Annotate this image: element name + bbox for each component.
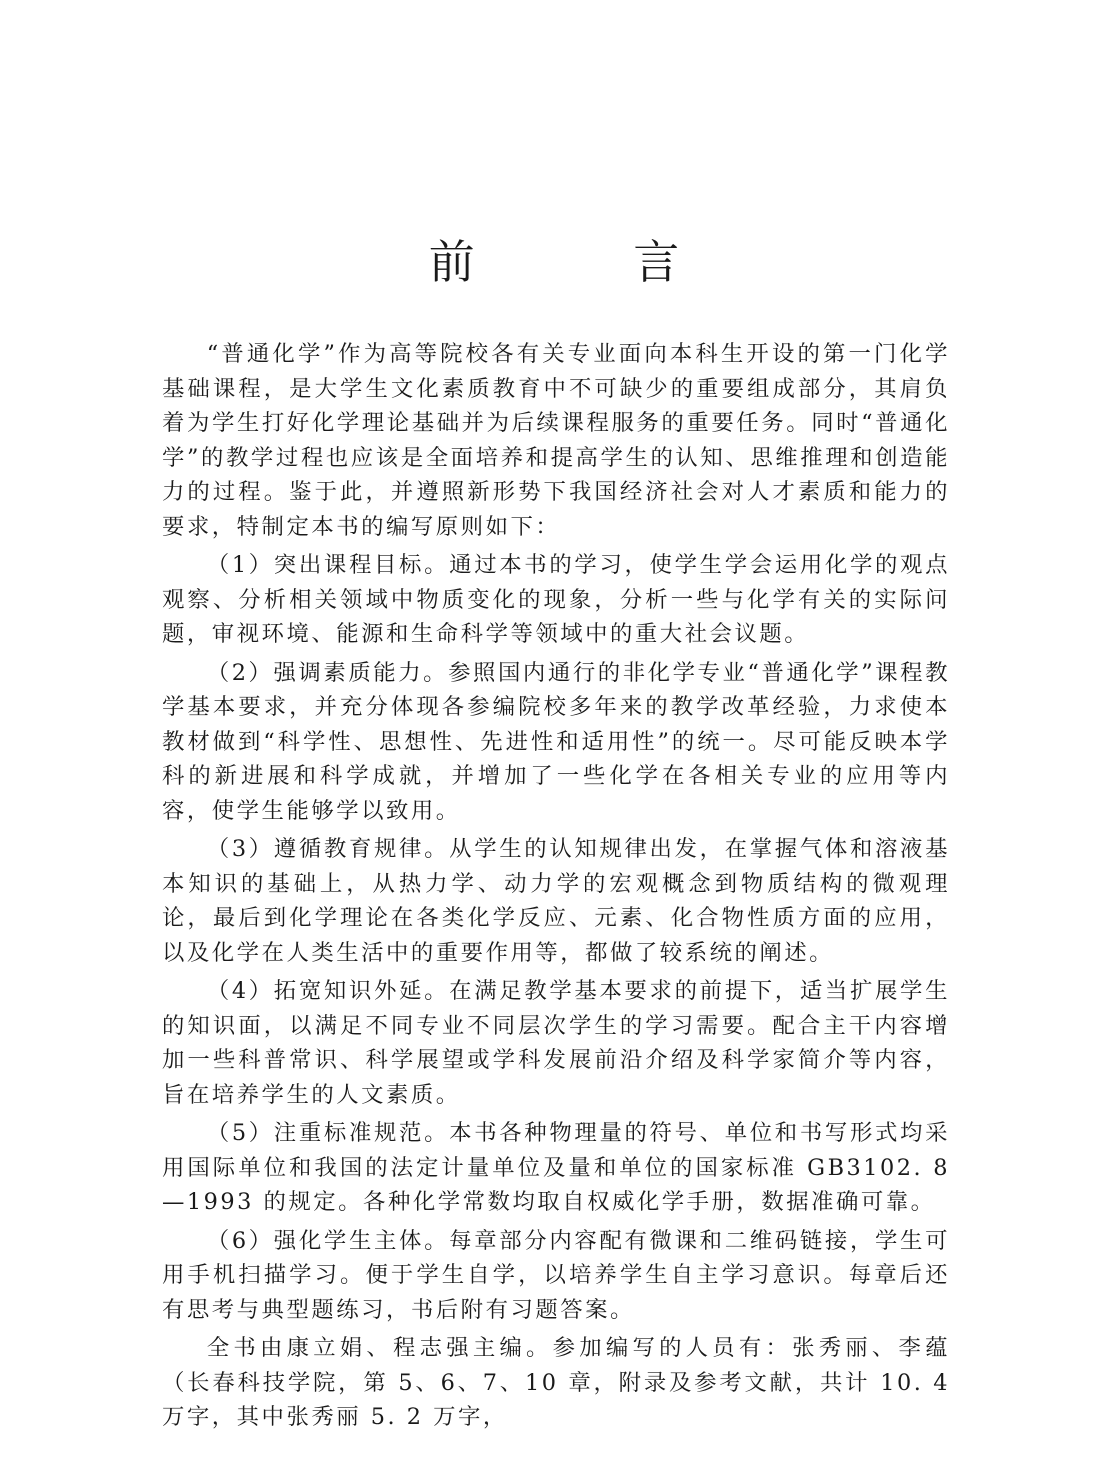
paragraph-principle-1: （1）突出课程目标。通过本书的学习，使学生学会运用化学的观点观察、分析相关领域中物质变化的现象，分析一些与化学有关的实际问题，审视环境、能源和生命科学等领域中的重大社会议题。 [162, 552, 950, 647]
paragraph-principle-2: （2）强调素质能力。参照国内通行的非化学专业“普通化学”课程教学基本要求，并充分体现各参编院校多年来的教学改革经验，力求使本教材做到“科学性、思想性、先进性和适用性”的统一。尽可能反映本学科的新进展和科学成就，并增加了一些化学在各相关专业的应用等内容，使学生能够学以致用。 [162, 659, 950, 824]
page-title: 前 言 [428, 234, 752, 289]
paragraph-principle-6: （6）强化学生主体。每章部分内容配有微课和二维码链接，学生可用手机扫描学习。便于学生自学，以培养学生自主学习意识。每章后还有思考与典型题练习，书后附有习题答案。 [162, 1227, 950, 1323]
preface-body [162, 337, 950, 1439]
paragraph-principle-4: （4）拓宽知识外延。在满足教学基本要求的前提下，适当扩展学生的知识面，以满足不同专业不同层次学生的学习需要。配合主干内容增加一些科普常识、科学展望或学科发展前沿介绍及科学家简介等内容，旨在培养学生的人文素质。 [162, 978, 950, 1108]
paragraph-authors: 全书由康立娟、程志强主编。参加编写的人员有：张秀丽、李蕴（长春科技学院，第 5、6、7、10 章，附录及参考文献，共计 10. 4 万字，其中张秀丽 5. 2 万字， [162, 1335, 950, 1430]
paragraph-principle-3: （3）遵循教育规律。从学生的认知规律出发，在掌握气体和溶液基本知识的基础上，从热力学、动力学的宏观概念到物质结构的微观理论，最后到化学理论在各类化学反应、元素、化合物性质方面的应用，以及化学在人类生活中的重要作用等，都做了较系统的阐述。 [162, 836, 950, 966]
paragraph-intro: “普通化学”作为高等院校各有关专业面向本科生开设的第一门化学基础课程，是大学生文化素质教育中不可缺少的重要组成部分，其肩负着为学生打好化学理论基础并为后续课程服务的重要任务。同时“普通化学”的教学过程也应该是全面培养和提高学生的认知、思维推理和创造能力的过程。鉴于此，并遵照新形势下我国经济社会对人才素质和能力的要求，特制定本书的编写原则如下： [162, 341, 950, 540]
paragraph-principle-5: （5）注重标准规范。本书各种物理量的符号、单位和书写形式均采用国际单位和我国的法定计量单位及量和单位的国家标准 GB3102. 8—1993 的规定。各种化学常数均取自权威化学手册，数据准确可靠。 [162, 1120, 950, 1215]
